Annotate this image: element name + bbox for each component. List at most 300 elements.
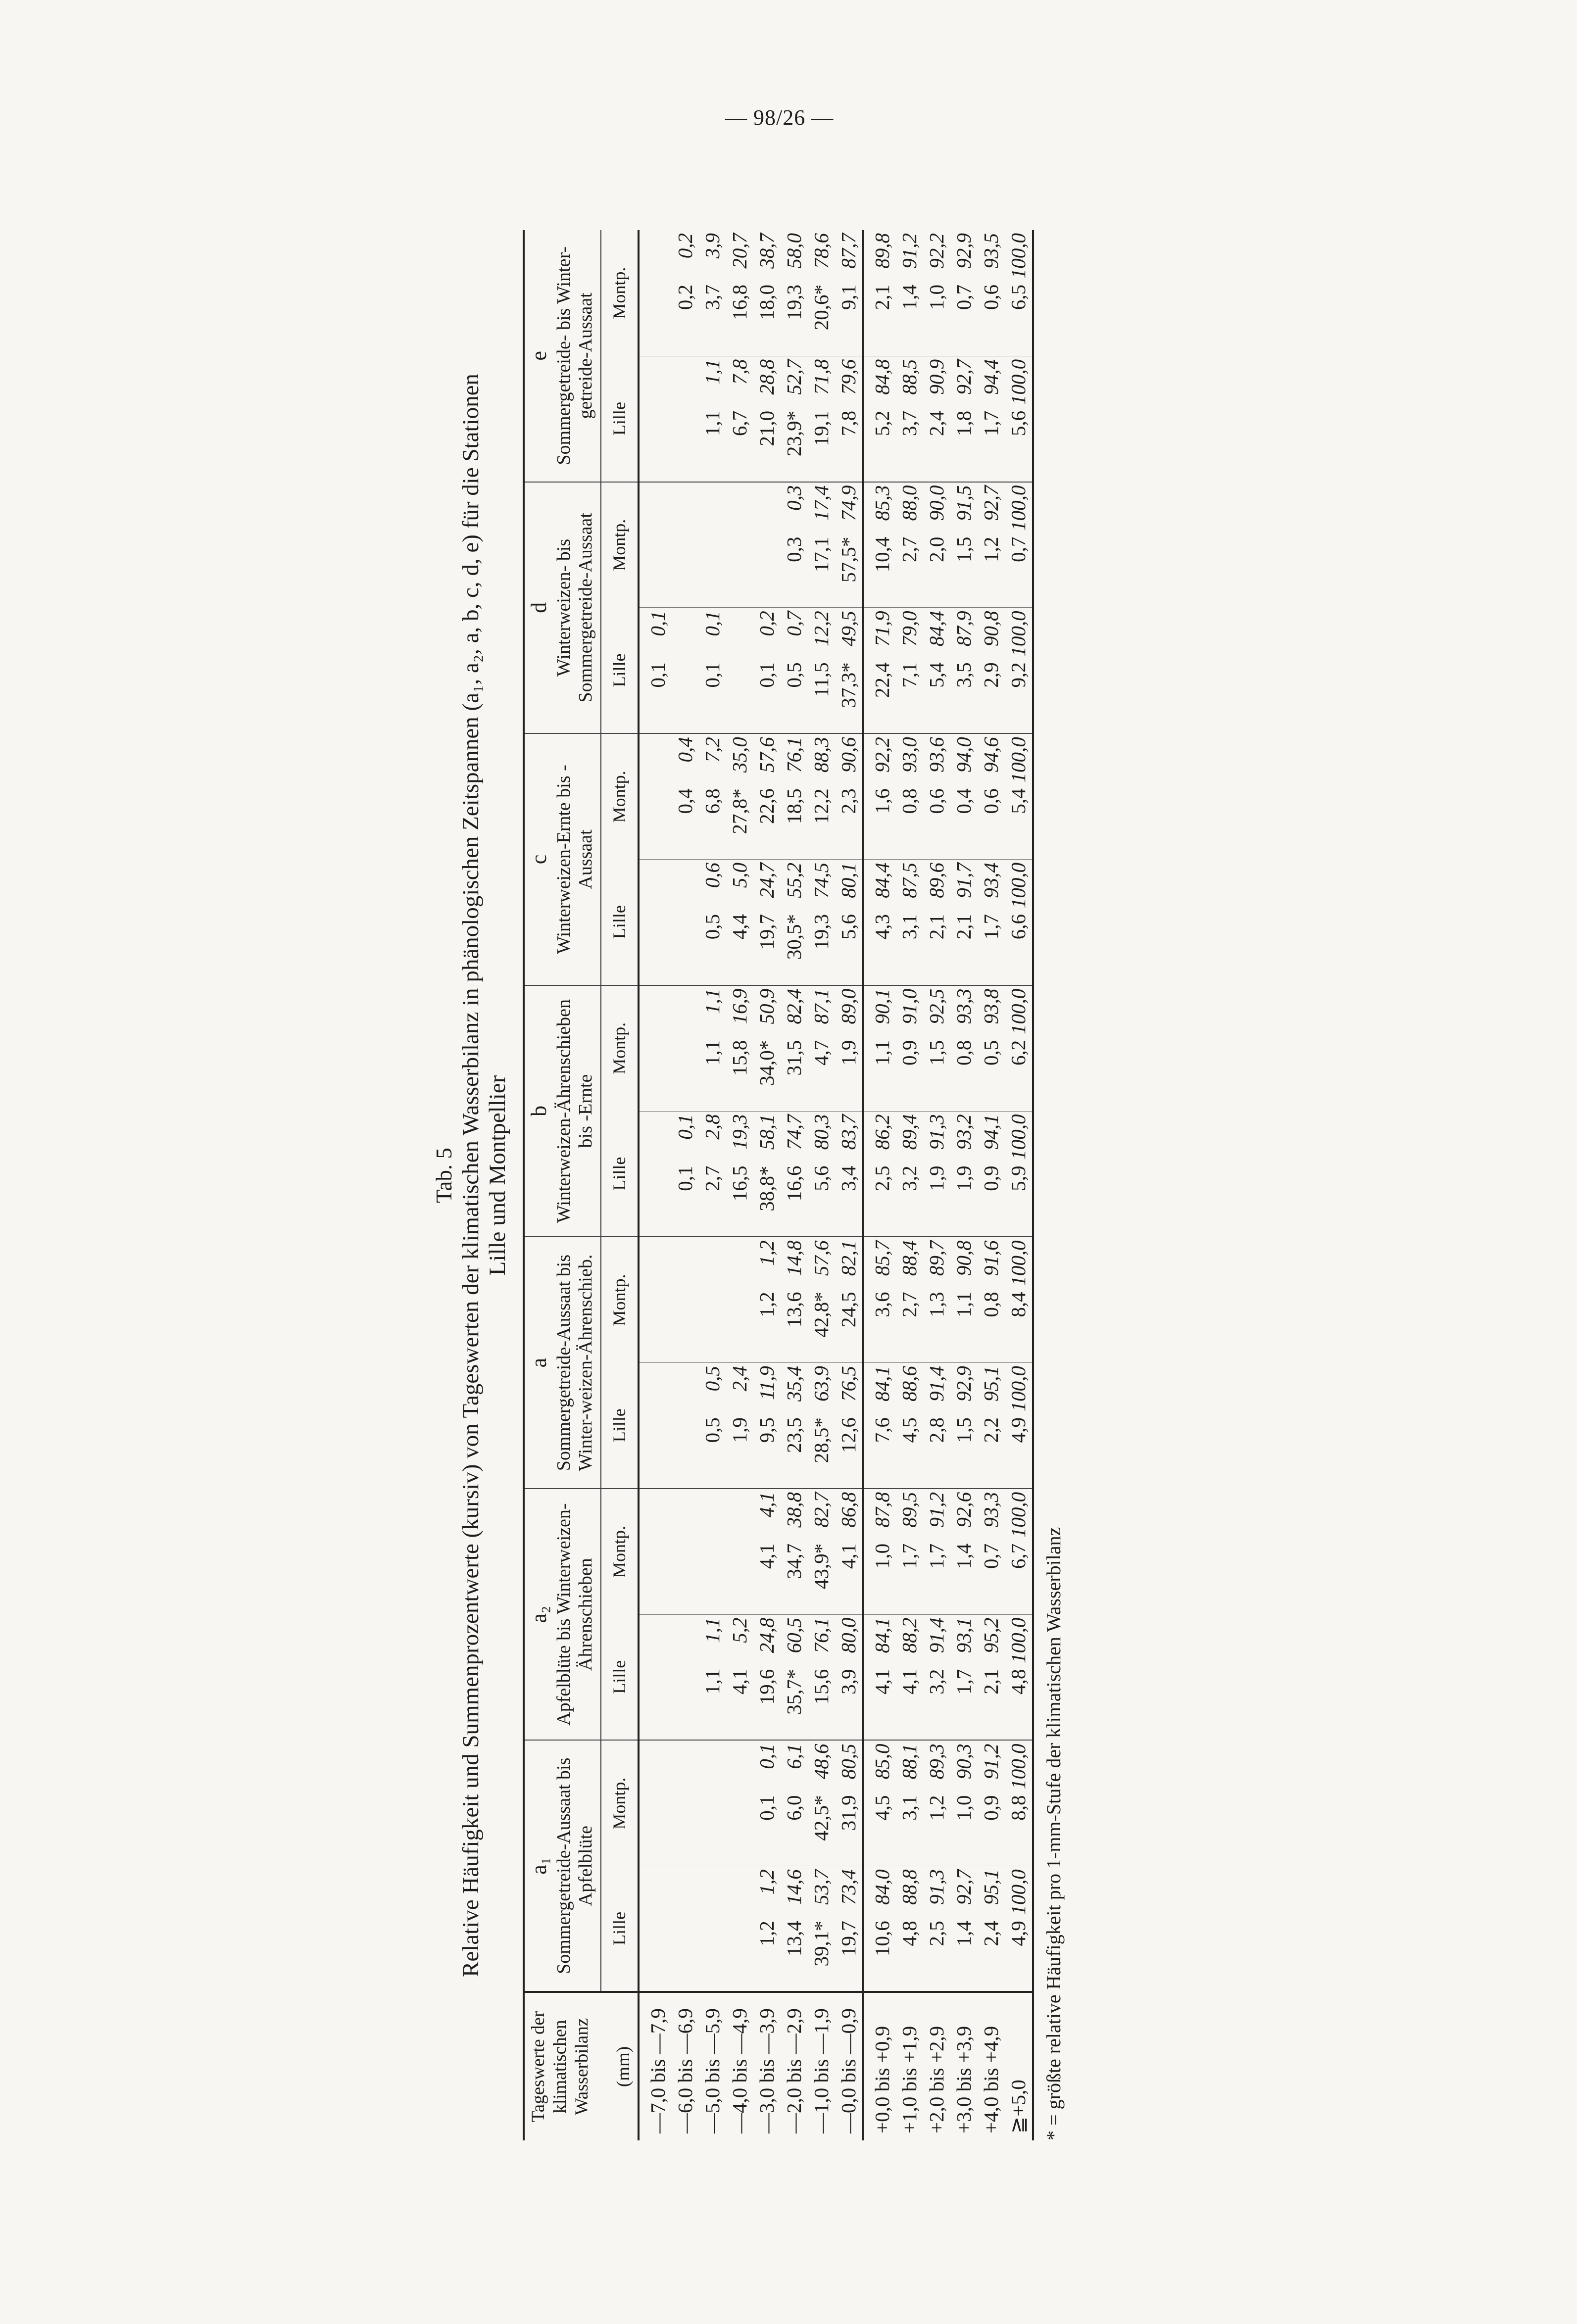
value-cell — [808, 482, 835, 608]
value-cell — [753, 1866, 781, 1992]
value-cell — [923, 1614, 950, 1740]
cumulative-percent: 92,2 — [925, 233, 948, 269]
relative-frequency: 2,5 — [925, 1921, 948, 1946]
value-cell — [835, 985, 863, 1111]
relative-frequency: 19,1 — [810, 410, 833, 446]
relative-frequency: 1,4 — [898, 285, 921, 310]
relative-frequency: 7,6 — [871, 1417, 893, 1443]
cumulative-percent: 1,2 — [755, 1240, 778, 1266]
value-cell — [726, 482, 753, 608]
value-cell — [808, 1614, 835, 1740]
row-label: —3,0 bis —3,9 — [753, 1992, 781, 2140]
value-cell — [978, 1740, 1005, 1866]
row-label: —6,0 bis —6,9 — [672, 1992, 699, 2140]
cumulative-percent: 95,1 — [980, 1869, 1002, 1905]
cumulative-percent: 74,9 — [837, 485, 860, 521]
cumulative-percent: 80,0 — [837, 1617, 860, 1653]
row-label: +0,0 bis +0,9 — [863, 1992, 896, 2140]
cumulative-percent: 52,7 — [783, 359, 805, 395]
value-cell — [699, 356, 726, 482]
relative-frequency: 13,4 — [783, 1921, 805, 1956]
row-label: —4,0 bis —4,9 — [726, 1992, 753, 2140]
relative-frequency: 5,6 — [837, 914, 860, 940]
table-row — [1005, 230, 1033, 2140]
relative-frequency: 15,6 — [810, 1669, 833, 1705]
value-cell — [699, 1866, 726, 1992]
relative-frequency: 2,0 — [925, 536, 948, 562]
relative-frequency: 9,5 — [755, 1417, 778, 1443]
cumulative-percent: 73,4 — [837, 1869, 860, 1905]
cumulative-percent: 4,1 — [755, 1492, 778, 1518]
value-cell — [896, 1489, 923, 1614]
row-label: —0,0 bis —0,9 — [835, 1992, 863, 2140]
cumulative-percent: 17,4 — [810, 485, 833, 521]
relative-frequency: 6,5 — [1007, 285, 1030, 310]
relative-frequency: 3,2 — [898, 1165, 921, 1191]
relative-frequency: 0,1 — [674, 1165, 696, 1191]
relative-frequency: 0,9 — [980, 1795, 1002, 1821]
relative-frequency: 30,5* — [783, 914, 805, 960]
cumulative-percent: 0,3 — [783, 485, 805, 511]
relative-frequency: 3,1 — [898, 1795, 921, 1821]
value-cell — [781, 1866, 808, 1992]
value-cell — [726, 230, 753, 356]
value-cell — [950, 985, 978, 1111]
value-cell — [896, 733, 923, 859]
relative-frequency: 27,8* — [728, 788, 751, 834]
value-cell — [699, 230, 726, 356]
cumulative-percent: 87,5 — [898, 862, 921, 898]
cumulative-percent: 5,0 — [728, 862, 751, 888]
cumulative-percent: 35,0 — [728, 737, 751, 773]
value-cell — [978, 1363, 1005, 1489]
value-cell — [835, 1363, 863, 1489]
subheader-lille: Lille — [601, 1111, 639, 1237]
relative-frequency: 0,8 — [952, 1040, 975, 1065]
caption-line-2: Lille und Montpellier — [485, 1075, 510, 1276]
table-row — [863, 230, 896, 2140]
relative-frequency: 19,7 — [837, 1921, 860, 1956]
relative-frequency: 43,9* — [810, 1543, 833, 1590]
relative-frequency: 7,1 — [898, 662, 921, 688]
value-cell — [781, 230, 808, 356]
value-cell — [950, 1363, 978, 1489]
cumulative-percent: 100,0 — [1007, 1492, 1030, 1538]
cumulative-percent: 94,1 — [980, 1114, 1002, 1150]
subheader-montp: Montp. — [601, 1740, 639, 1866]
value-cell — [672, 608, 699, 733]
value-cell — [753, 608, 781, 733]
relative-frequency: 3,1 — [898, 914, 921, 940]
cumulative-percent: 89,8 — [871, 233, 893, 269]
cumulative-percent: 91,0 — [898, 988, 921, 1024]
relative-frequency: 19,3 — [810, 914, 833, 950]
cumulative-percent: 84,0 — [871, 1869, 893, 1905]
relative-frequency: 21,0 — [755, 410, 778, 446]
value-cell — [896, 1866, 923, 1992]
value-cell — [808, 1363, 835, 1489]
cumulative-percent: 93,8 — [980, 988, 1002, 1024]
relative-frequency: 0,5 — [701, 914, 724, 940]
cumulative-percent: 89,4 — [898, 1114, 921, 1150]
relative-frequency: 35,7* — [783, 1669, 805, 1715]
relative-frequency: 12,2 — [810, 788, 833, 824]
cumulative-percent: 88,1 — [898, 1743, 921, 1780]
cumulative-percent: 53,7 — [810, 1869, 833, 1905]
relative-frequency: 1,7 — [952, 1669, 975, 1695]
value-cell — [835, 1489, 863, 1614]
value-cell — [950, 1740, 978, 1866]
value-cell — [978, 608, 1005, 733]
subheader-lille: Lille — [601, 1614, 639, 1740]
cumulative-percent: 14,6 — [783, 1869, 805, 1905]
value-cell — [672, 482, 699, 608]
row-label: —7,0 bis —7,9 — [639, 1992, 672, 2140]
cumulative-percent: 100,0 — [1007, 611, 1030, 657]
relative-frequency: 42,5* — [810, 1795, 833, 1841]
cumulative-percent: 91,2 — [898, 233, 921, 269]
cumulative-percent: 5,2 — [728, 1617, 751, 1643]
value-cell — [835, 733, 863, 859]
value-cell — [1005, 230, 1033, 356]
relative-frequency: 1,7 — [898, 1543, 921, 1569]
cumulative-percent: 95,2 — [980, 1617, 1002, 1653]
relative-frequency: 1,5 — [952, 536, 975, 562]
value-cell — [950, 1489, 978, 1614]
relative-frequency: 5,2 — [871, 410, 893, 436]
value-cell — [639, 985, 672, 1111]
cumulative-percent: 90,3 — [952, 1743, 975, 1780]
group-letter: a₁ — [527, 1857, 551, 1875]
cumulative-percent: 2,8 — [701, 1114, 724, 1140]
relative-frequency: 31,5 — [783, 1040, 805, 1076]
value-cell — [672, 1489, 699, 1614]
table-row — [978, 230, 1005, 2140]
group-header — [524, 985, 601, 1237]
value-cell — [699, 482, 726, 608]
cumulative-percent: 6,1 — [783, 1743, 805, 1769]
cumulative-percent: 100,0 — [1007, 988, 1030, 1034]
subheader-lille: Lille — [601, 1866, 639, 1992]
cumulative-percent: 1,1 — [701, 359, 724, 385]
cumulative-percent: 88,5 — [898, 359, 921, 395]
relative-frequency: 5,4 — [1007, 788, 1030, 814]
relative-frequency: 0,1 — [701, 662, 724, 688]
value-cell — [896, 1614, 923, 1740]
cumulative-percent: 0,1 — [646, 611, 669, 636]
relative-frequency: 1,7 — [980, 914, 1002, 940]
relative-frequency: 10,6 — [871, 1921, 893, 1956]
value-cell — [699, 1237, 726, 1362]
relative-frequency: 3,5 — [952, 662, 975, 688]
value-cell — [896, 230, 923, 356]
relative-frequency: 2,7 — [898, 1292, 921, 1317]
value-cell — [1005, 1489, 1033, 1614]
relative-frequency: 1,1 — [871, 1040, 893, 1065]
cumulative-percent: 92,9 — [952, 233, 975, 269]
group-letter: c — [527, 854, 551, 865]
relative-frequency: 1,5 — [952, 1417, 975, 1443]
group-title: Winterweizen-Ährenschieben bis -Ernte — [553, 999, 596, 1223]
cumulative-percent: 48,6 — [810, 1743, 833, 1780]
row-label: +2,0 bis +2,9 — [923, 1992, 950, 2140]
cumulative-percent: 100,0 — [1007, 1743, 1030, 1790]
table-row — [639, 230, 672, 2140]
value-cell — [639, 230, 672, 356]
value-cell — [726, 733, 753, 859]
value-cell — [808, 230, 835, 356]
relative-frequency: 1,0 — [871, 1543, 893, 1569]
cumulative-percent: 100,0 — [1007, 1114, 1030, 1160]
table-label: Tab. 5 — [432, 1148, 456, 1203]
value-cell — [808, 608, 835, 733]
relative-frequency: 2,9 — [980, 662, 1002, 688]
value-cell — [672, 230, 699, 356]
relative-frequency: 42,8* — [810, 1292, 833, 1338]
relative-frequency: 1,8 — [952, 410, 975, 436]
value-cell — [781, 859, 808, 985]
cumulative-percent: 3,9 — [701, 233, 724, 259]
cumulative-percent: 90,8 — [980, 611, 1002, 647]
value-cell — [639, 482, 672, 608]
cumulative-percent: 0,6 — [701, 862, 724, 888]
cumulative-percent: 88,8 — [898, 1869, 921, 1905]
table-row — [781, 230, 808, 2140]
relative-frequency: 2,1 — [980, 1669, 1002, 1695]
stub-header — [524, 1992, 639, 2140]
relative-frequency: 2,7 — [701, 1165, 724, 1191]
cumulative-percent: 24,8 — [755, 1617, 778, 1653]
relative-frequency: 0,4 — [674, 788, 696, 814]
cumulative-percent: 50,9 — [755, 988, 778, 1024]
value-cell — [781, 1237, 808, 1362]
cumulative-percent: 12,2 — [810, 611, 833, 647]
relative-frequency: 5,4 — [925, 662, 948, 688]
relative-frequency: 1,0 — [952, 1795, 975, 1821]
cumulative-percent: 0,4 — [674, 737, 696, 763]
cumulative-percent: 20,7 — [728, 233, 751, 269]
value-cell — [781, 1740, 808, 1866]
group-title: Sommergetreide- bis Winter-getreide-Aussaat — [553, 246, 596, 465]
relative-frequency: 2,2 — [980, 1417, 1002, 1443]
relative-frequency: 1,7 — [925, 1543, 948, 1569]
relative-frequency: 0,8 — [898, 788, 921, 814]
value-cell — [672, 733, 699, 859]
value-cell — [863, 733, 896, 859]
value-cell — [699, 1363, 726, 1489]
relative-frequency: 0,5 — [783, 662, 805, 688]
cumulative-percent: 76,5 — [837, 1366, 860, 1402]
relative-frequency: 1,4 — [952, 1921, 975, 1946]
cumulative-percent: 85,7 — [871, 1240, 893, 1276]
group-title: Winterweizen-Ernte bis -Aussaat — [553, 765, 596, 954]
relative-frequency: 4,8 — [1007, 1669, 1030, 1695]
relative-frequency: 22,4 — [871, 662, 893, 698]
cumulative-percent: 0,2 — [674, 233, 696, 259]
value-cell — [950, 608, 978, 733]
value-cell — [923, 1866, 950, 1992]
row-label: +4,0 bis +4,9 — [978, 1992, 1005, 2140]
cumulative-percent: 1,1 — [701, 988, 724, 1014]
relative-frequency: 0,7 — [1007, 536, 1030, 562]
value-cell — [808, 733, 835, 859]
value-cell — [699, 608, 726, 733]
value-cell — [672, 859, 699, 985]
group-letter: a — [527, 1357, 551, 1368]
relative-frequency: 1,1 — [701, 410, 724, 436]
cumulative-percent: 91,2 — [980, 1743, 1002, 1780]
cumulative-percent: 80,5 — [837, 1743, 860, 1780]
value-cell — [1005, 482, 1033, 608]
value-cell — [950, 356, 978, 482]
relative-frequency: 11,5 — [810, 662, 833, 697]
relative-frequency: 13,6 — [783, 1292, 805, 1328]
relative-frequency: 0,4 — [952, 788, 975, 814]
value-cell — [726, 1489, 753, 1614]
relative-frequency: 6,7 — [1007, 1543, 1030, 1569]
cumulative-percent: 93,2 — [952, 1114, 975, 1150]
value-cell — [835, 482, 863, 608]
relative-frequency: 10,4 — [871, 536, 893, 573]
row-label: +3,0 bis +3,9 — [950, 1992, 978, 2140]
relative-frequency: 4,3 — [871, 914, 893, 940]
value-cell — [863, 1111, 896, 1237]
value-cell — [863, 1489, 896, 1614]
cumulative-percent: 85,0 — [871, 1743, 893, 1780]
relative-frequency: 1,7 — [980, 410, 1002, 436]
cumulative-percent: 91,6 — [980, 1240, 1002, 1276]
value-cell — [699, 1740, 726, 1866]
relative-frequency: 6,8 — [701, 788, 724, 814]
cumulative-percent: 89,6 — [925, 862, 948, 898]
table-row — [726, 230, 753, 2140]
value-cell — [726, 1614, 753, 1740]
relative-frequency: 4,1 — [898, 1669, 921, 1695]
relative-frequency: 9,2 — [1007, 662, 1030, 688]
relative-frequency: 3,7 — [701, 285, 724, 310]
cumulative-percent: 84,4 — [925, 611, 948, 647]
cumulative-percent: 88,3 — [810, 737, 833, 773]
cumulative-percent: 87,1 — [810, 988, 833, 1024]
cumulative-percent: 100,0 — [1007, 1240, 1030, 1286]
cumulative-percent: 89,0 — [837, 988, 860, 1024]
subheader-lille: Lille — [601, 608, 639, 733]
page-number: — 98/26 — — [725, 105, 834, 130]
value-cell — [923, 1740, 950, 1866]
cumulative-percent: 82,4 — [783, 988, 805, 1024]
value-cell — [672, 1614, 699, 1740]
relative-frequency: 1,2 — [755, 1921, 778, 1946]
relative-frequency: 1,2 — [925, 1795, 948, 1821]
group-letter: d — [527, 602, 551, 613]
value-cell — [753, 1614, 781, 1740]
value-cell — [896, 1740, 923, 1866]
relative-frequency: 37,3* — [837, 662, 860, 708]
relative-frequency: 2,4 — [925, 410, 948, 436]
table-row — [923, 230, 950, 2140]
value-cell — [835, 1614, 863, 1740]
cumulative-percent: 38,7 — [755, 233, 778, 269]
table-row — [699, 230, 726, 2140]
value-cell — [808, 985, 835, 1111]
relative-frequency: 17,1 — [810, 536, 833, 573]
relative-frequency: 2,7 — [898, 536, 921, 562]
subheader-montp: Montp. — [601, 1237, 639, 1362]
relative-frequency: 34,7 — [783, 1543, 805, 1579]
relative-frequency: 8,8 — [1007, 1795, 1030, 1821]
relative-frequency: 0,9 — [898, 1040, 921, 1065]
relative-frequency: 6,0 — [783, 1795, 805, 1821]
relative-frequency: 1,5 — [925, 1040, 948, 1065]
relative-frequency: 4,1 — [755, 1543, 778, 1569]
relative-frequency: 23,9* — [783, 410, 805, 457]
value-cell — [1005, 1237, 1033, 1362]
value-cell — [699, 985, 726, 1111]
relative-frequency: 1,6 — [871, 788, 893, 814]
cumulative-percent: 79,0 — [898, 611, 921, 647]
value-cell — [896, 356, 923, 482]
cumulative-percent: 92,7 — [952, 1869, 975, 1905]
value-cell — [753, 482, 781, 608]
subheader-montp: Montp. — [601, 985, 639, 1111]
relative-frequency: 2,1 — [871, 285, 893, 310]
cumulative-percent: 100,0 — [1007, 1617, 1030, 1663]
value-cell — [863, 356, 896, 482]
value-cell — [950, 1614, 978, 1740]
cumulative-percent: 87,7 — [837, 233, 860, 269]
relative-frequency: 1,3 — [925, 1292, 948, 1317]
cumulative-percent: 92,5 — [925, 988, 948, 1024]
cumulative-percent: 58,0 — [783, 233, 805, 269]
cumulative-percent: 89,7 — [925, 1240, 948, 1276]
value-cell — [923, 482, 950, 608]
value-cell — [863, 1614, 896, 1740]
relative-frequency: 1,9 — [925, 1165, 948, 1191]
cumulative-percent: 88,0 — [898, 485, 921, 521]
cumulative-percent: 90,1 — [871, 988, 893, 1024]
row-label: +1,0 bis +1,9 — [896, 1992, 923, 2140]
relative-frequency: 16,8 — [728, 285, 751, 320]
cumulative-percent: 57,6 — [755, 737, 778, 773]
cumulative-percent: 100,0 — [1007, 359, 1030, 405]
relative-frequency: 4,5 — [898, 1417, 921, 1443]
cumulative-percent: 92,6 — [952, 1492, 975, 1528]
cumulative-percent: 38,8 — [783, 1492, 805, 1528]
value-cell — [923, 230, 950, 356]
value-cell — [1005, 859, 1033, 985]
value-cell — [950, 859, 978, 985]
value-cell — [896, 1111, 923, 1237]
value-cell — [923, 985, 950, 1111]
value-cell — [863, 230, 896, 356]
subheader-montp: Montp. — [601, 733, 639, 859]
value-cell — [808, 1740, 835, 1866]
value-cell — [863, 859, 896, 985]
cumulative-percent: 0,1 — [755, 1743, 778, 1769]
value-cell — [835, 1237, 863, 1362]
cumulative-percent: 93,6 — [925, 737, 948, 773]
value-cell — [923, 859, 950, 985]
cumulative-percent: 86,2 — [871, 1114, 893, 1150]
relative-frequency: 0,6 — [980, 788, 1002, 814]
relative-frequency: 23,5 — [783, 1417, 805, 1453]
relative-frequency: 1,0 — [925, 285, 948, 310]
stub-header-unit: (mm) — [613, 2046, 634, 2087]
relative-frequency: 3,2 — [925, 1669, 948, 1695]
table-row — [808, 230, 835, 2140]
value-cell — [781, 985, 808, 1111]
cumulative-percent: 82,7 — [810, 1492, 833, 1528]
